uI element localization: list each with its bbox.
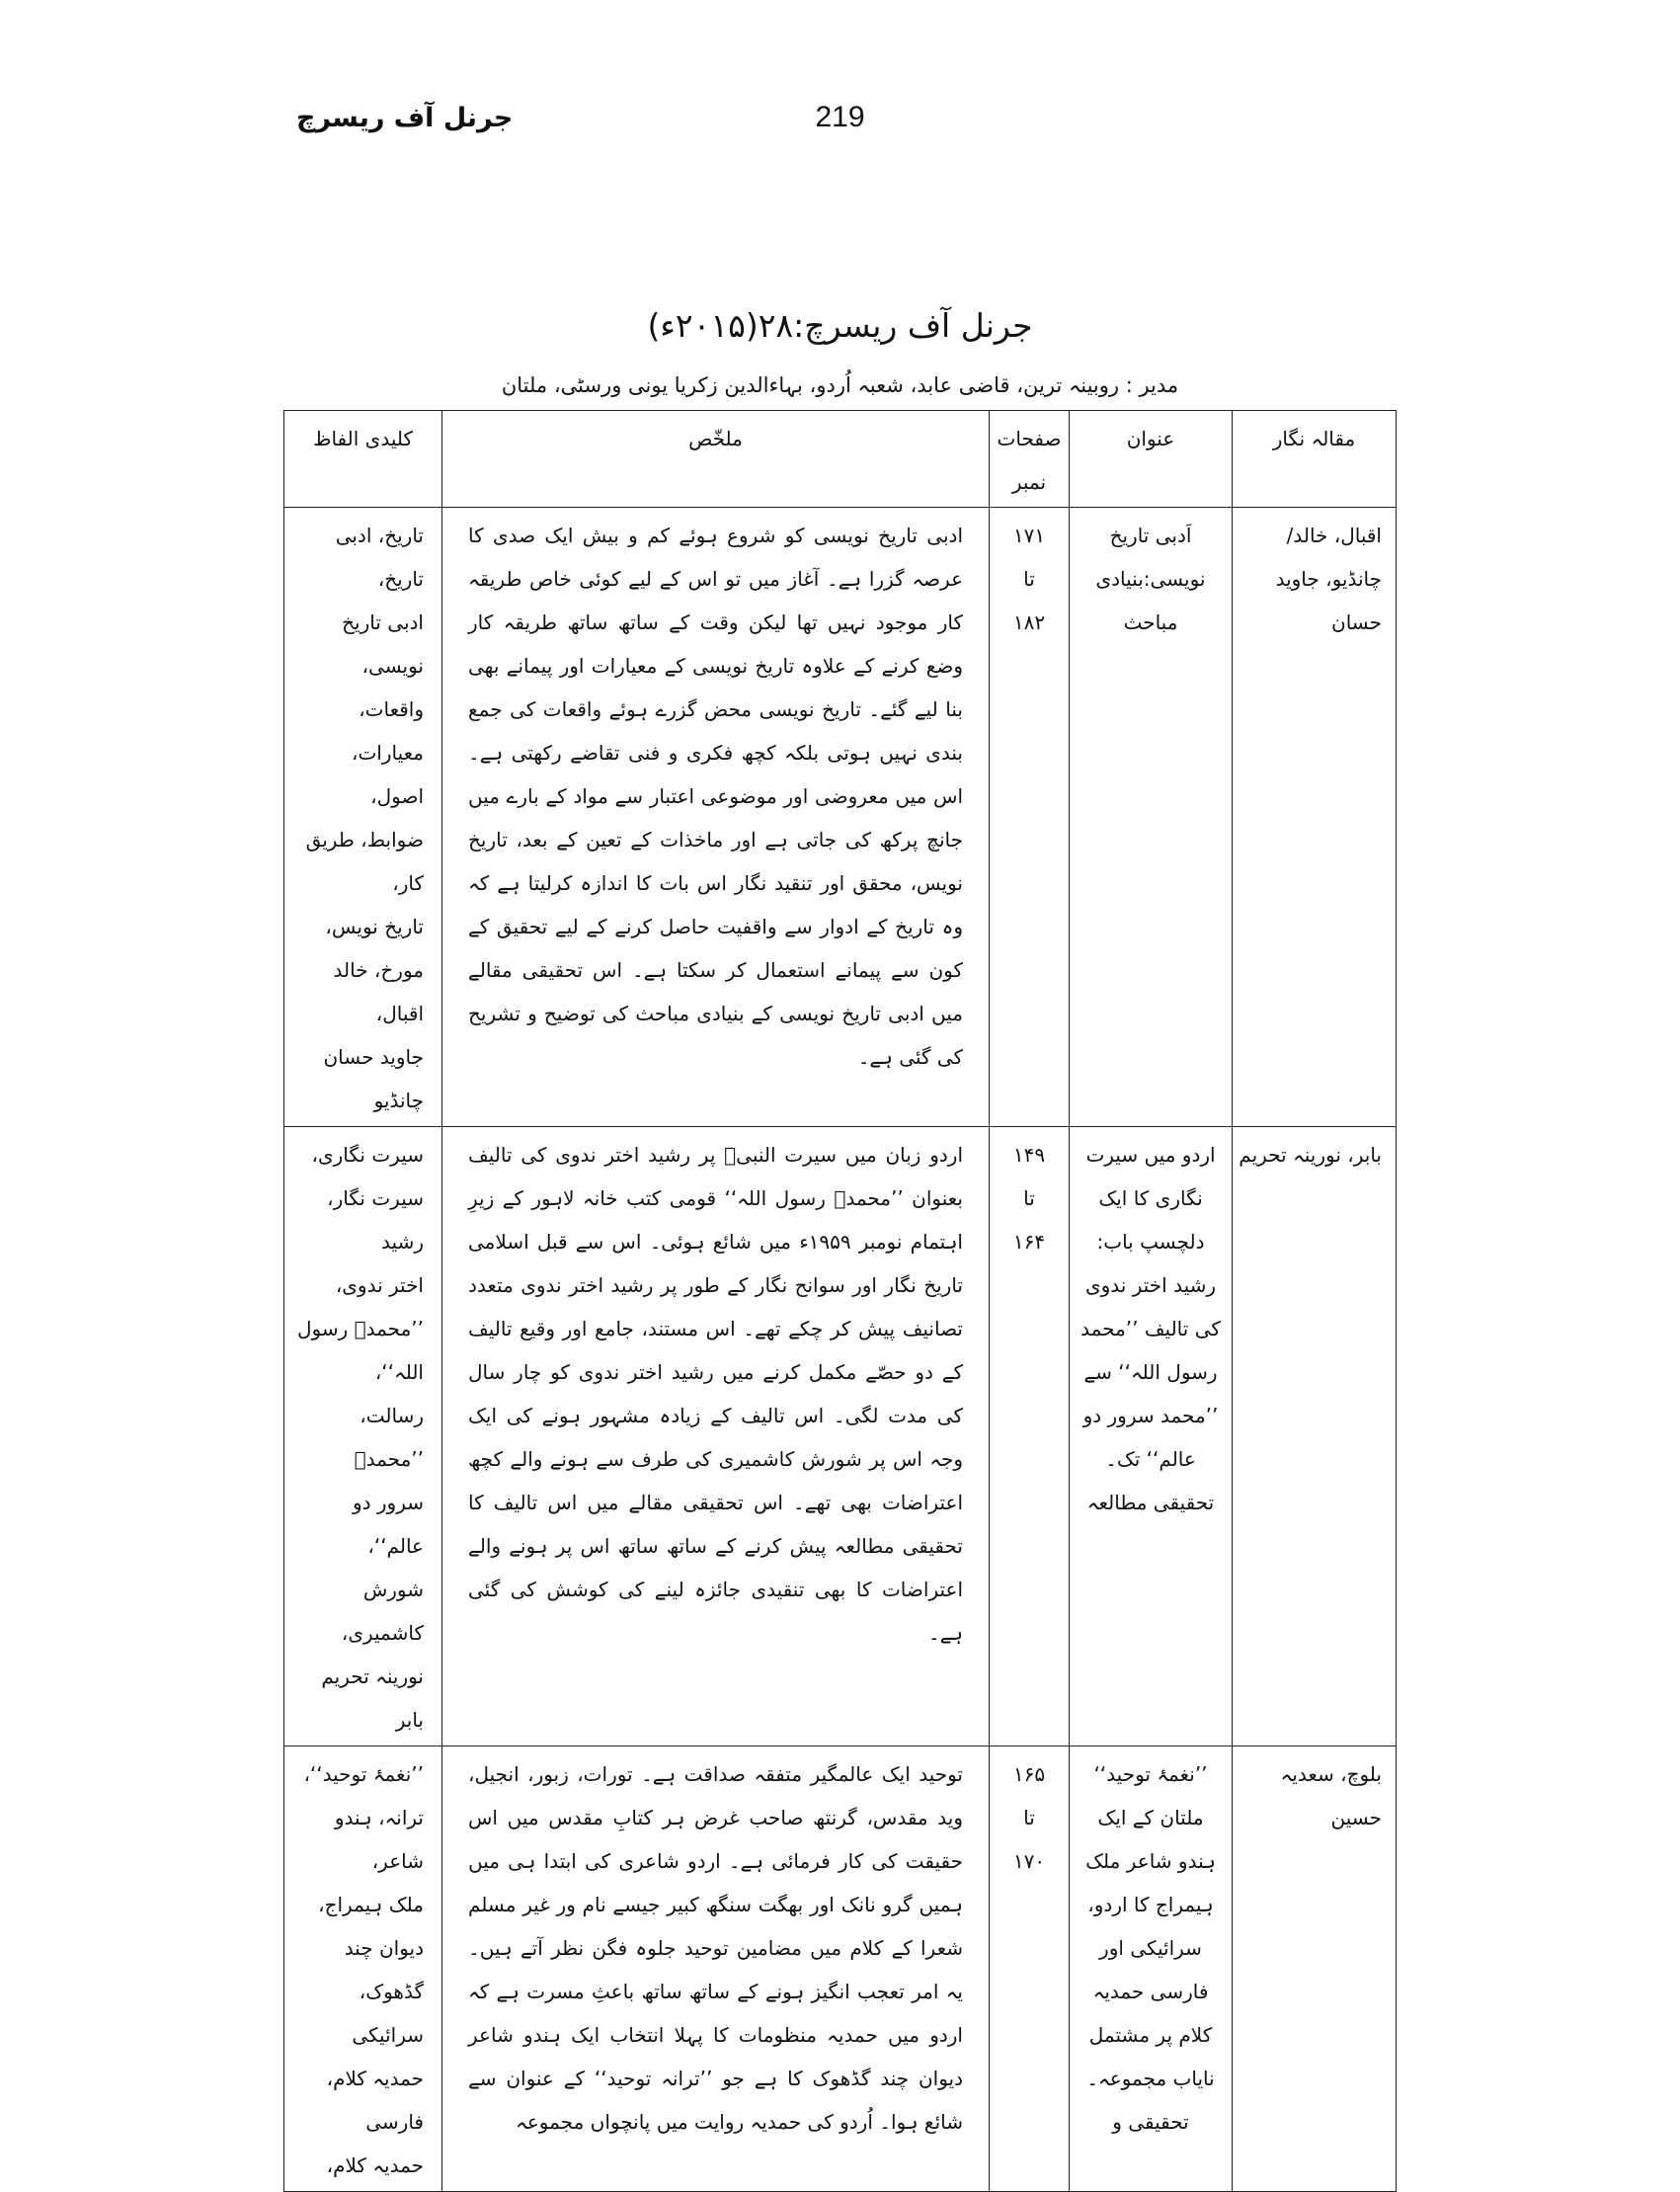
page-number: 219 xyxy=(815,101,865,133)
page-start: ۱۴۹ xyxy=(1012,1143,1046,1167)
article-pages xyxy=(990,1746,1070,2192)
keyword-line: مورخ، خالد اقبال، xyxy=(333,958,424,1025)
keyword-line: اختر ندوی، xyxy=(335,1273,424,1297)
article-title: اَدبی تاریخ نویسی:بنیادی مباحث xyxy=(1070,508,1233,1127)
page-range-separator: تا xyxy=(1023,1186,1035,1210)
header-pages: صفحات نمبر xyxy=(990,411,1070,508)
page-end: ۱۶۴ xyxy=(1012,1230,1046,1254)
keyword-line: دیوان چند xyxy=(344,1936,424,1960)
article-author: بلوچ، سعدیہ حسین xyxy=(1233,1746,1397,2192)
keyword-line: جاوید حسان چانڈیو xyxy=(323,1045,424,1112)
keyword-line: ترانہ، ہندو شاعر، xyxy=(334,1806,424,1873)
editors-line: مدیر : روبینہ ترین، قاضی عابد، شعبہ اُردو، بہاءالدین زکریا یونی ورسٹی، ملتان xyxy=(501,373,1179,397)
table-row xyxy=(284,508,1397,1127)
article-author: بابر، نورینہ تحریم xyxy=(1233,1127,1397,1746)
article-abstract: ادبی تاریخ نویسی کو شروع ہوئے کم و بیش ایک صدی کا عرصہ گزرا ہے۔ آغاز میں تو اس کے لیے کوئی خاص طریقہ کار موجود نہیں تھا لیکن وقت کے ساتھ ساتھ طریقہ کار وضع کرنے کے علاوہ تاریخ نویسی کے معیارات اور پیمانے بھی بنا لیے گئے۔ تاریخ نویسی محض گزرے ہوئے واقعات کی جمع بندی نہیں ہوتی بلکہ کچھ فکری و فنی تقاضے رکھتی ہے۔ اس میں معروضی اور موضوعی اعتبار سے مواد کے بارے میں جانچ پرکھ کی جاتی ہے اور ماخذات کے تعین کے بعد، تاریخ نویس، محقق اور تنقید نگار اس بات کا اندازہ کرلیتا ہے کہ وہ تاریخ کے ادوار سے واقفیت حاصل کرنے کے لیے تحقیق کے کون سے پیمانے استعمال کر سکتا ہے۔ اس تحقیقی مقالے میں ادبی تاریخ نویسی کے بنیادی مباحث کی توضیح و تشریح کی گئی ہے۔ xyxy=(442,508,990,1127)
article-pages xyxy=(990,1127,1070,1746)
header-author: مقالہ نگار xyxy=(1233,411,1397,508)
keyword-line: نورینہ تحریم بابر xyxy=(321,1664,424,1732)
article-abstract: توحید ایک عالمگیر متفقہ صداقت ہے۔ تورات، زبور، انجیل، وید مقدس، گرنتھ صاحب غرض ہر کتابِ مقدس میں اس حقیقت کی کار فرمائی ہے۔ اردو شاعری کی ابتدا ہی میں ہمیں گرو نانک اور بھگت سنگھ کبیر جیسے نام ور غیر مسلم شعرا کے کلام میں مضامین توحید جلوہ فگن نظر آتے ہیں۔ یہ امر تعجب انگیز ہونے کے ساتھ ساتھ باعثِ مسرت ہے کہ اردو میں حمدیہ منظومات کا پہلا انتخاب ایک ہندو شاعر دیوان چند گڈھوک کا ہے جو ’’ترانہ توحید‘‘ کے عنوان سے شائع ہوا۔ اُردو کی حمدیہ روایت میں پانچواں مجموعہ xyxy=(442,1746,990,2192)
header-abstract: ملخّص xyxy=(442,411,990,508)
header-title: عنوان xyxy=(1070,411,1233,508)
page-end: ۱۸۲ xyxy=(1012,610,1046,634)
page-start: ۱۶۵ xyxy=(1012,1762,1046,1786)
article-title: اردو میں سیرت نگاری کا ایک دلچسپ باب: رشید اختر ندوی کی تالیف ’’محمد رسول اللہ‘‘ سے ’’محمد سرور دو عالم‘‘ تک۔ تحقیقی مطالعہ xyxy=(1070,1127,1233,1746)
keyword-line: تاریخ، ادبی تاریخ، xyxy=(335,524,424,591)
article-author: اقبال، خالد/ چانڈیو، جاوید حسان xyxy=(1233,508,1397,1127)
article-index-table xyxy=(283,410,1397,2192)
keyword-line: ملک ہیمراج، xyxy=(318,1893,424,1916)
keyword-line: حمدیہ کلام، فارسی xyxy=(326,2067,424,2134)
running-header-journal-name: جرنل آف ریسرچ xyxy=(296,103,514,133)
article-keywords xyxy=(284,1127,442,1746)
keyword-line: تاریخ نویس، xyxy=(325,915,424,938)
keyword-line: ضوابط، طریق کار، xyxy=(305,828,424,895)
page-start: ۱۷۱ xyxy=(1012,524,1046,547)
keyword-line: ’’محمدؐ رسول اللہ‘‘، xyxy=(296,1317,424,1384)
keyword-line: حمدیہ کلام، xyxy=(326,2153,424,2177)
article-abstract: اردو زبان میں سیرت النبیؐ پر رشید اختر ندوی کی تالیف بعنوان ’’محمدؐ رسول اللہ‘‘ قومی کتب خانہ لاہور کے زیرِ اہتمام نومبر ۱۹۵۹ء میں شائع ہوئی۔ اس سے قبل اسلامی تاریخ نگار اور سوانح نگار کے طور پر رشید اختر ندوی متعدد تصانیف پیش کر چکے تھے۔ اس مستند، جامع اور وقیع تالیف کے دو حصّے مکمل کرنے میں رشید اختر ندوی کو چار سال کی مدت لگی۔ اس تالیف کے زیادہ مشہور ہونے کی ایک وجہ اس پر شورش کاشمیری کی طرف سے ہونے والے کچھ اعتراضات بھی تھے۔ اس تحقیقی مقالے میں اس تالیف کا تحقیقی مطالعہ پیش کرنے کے ساتھ ساتھ اس پر ہونے والے اعتراضات کا بھی تنقیدی جائزہ لینے کی کوشش کی گئی ہے۔ xyxy=(442,1127,990,1746)
keyword-line: سیرت نگار، رشید xyxy=(327,1186,424,1254)
keyword-line: شورش کاشمیری، xyxy=(341,1578,424,1645)
keyword-line: رسالت، ’’محمدؐ xyxy=(354,1404,424,1471)
page-end: ۱۷۰ xyxy=(1012,1849,1046,1873)
keyword-line: گڈھوک، سرائیکی xyxy=(352,1980,424,2047)
keyword-line: واقعات، xyxy=(359,697,424,721)
header-keywords: کلیدی الفاظ xyxy=(284,411,442,508)
keyword-line: معیارات، اصول، xyxy=(352,741,424,808)
article-keywords xyxy=(284,508,442,1127)
page-title: جرنل آف ریسرچ:۲۸(۲۰۱۵ء) xyxy=(647,306,1033,345)
article-keywords xyxy=(284,1746,442,2192)
keyword-line: ادبی تاریخ نویسی، xyxy=(342,610,424,678)
article-pages xyxy=(990,508,1070,1127)
page-range-separator: تا xyxy=(1023,1806,1035,1829)
keyword-line: سیرت نگاری، xyxy=(311,1143,424,1167)
table-row xyxy=(284,1746,1397,2192)
keyword-line: سرور دو عالم‘‘، xyxy=(352,1491,424,1558)
keyword-line: ’’نغمۂ توحید‘‘، xyxy=(303,1762,424,1786)
article-title: ’’نغمۂ توحید‘‘ ملتان کے ایک ہندو شاعر ملک ہیمراج کا اردو، سرائیکی اور فارسی حمدیہ کلام پر مشتمل نایاب مجموعہ۔ تحقیقی و xyxy=(1070,1746,1233,2192)
page-range-separator: تا xyxy=(1023,567,1035,591)
table-header-row xyxy=(284,411,1397,508)
table-row xyxy=(284,1127,1397,1746)
